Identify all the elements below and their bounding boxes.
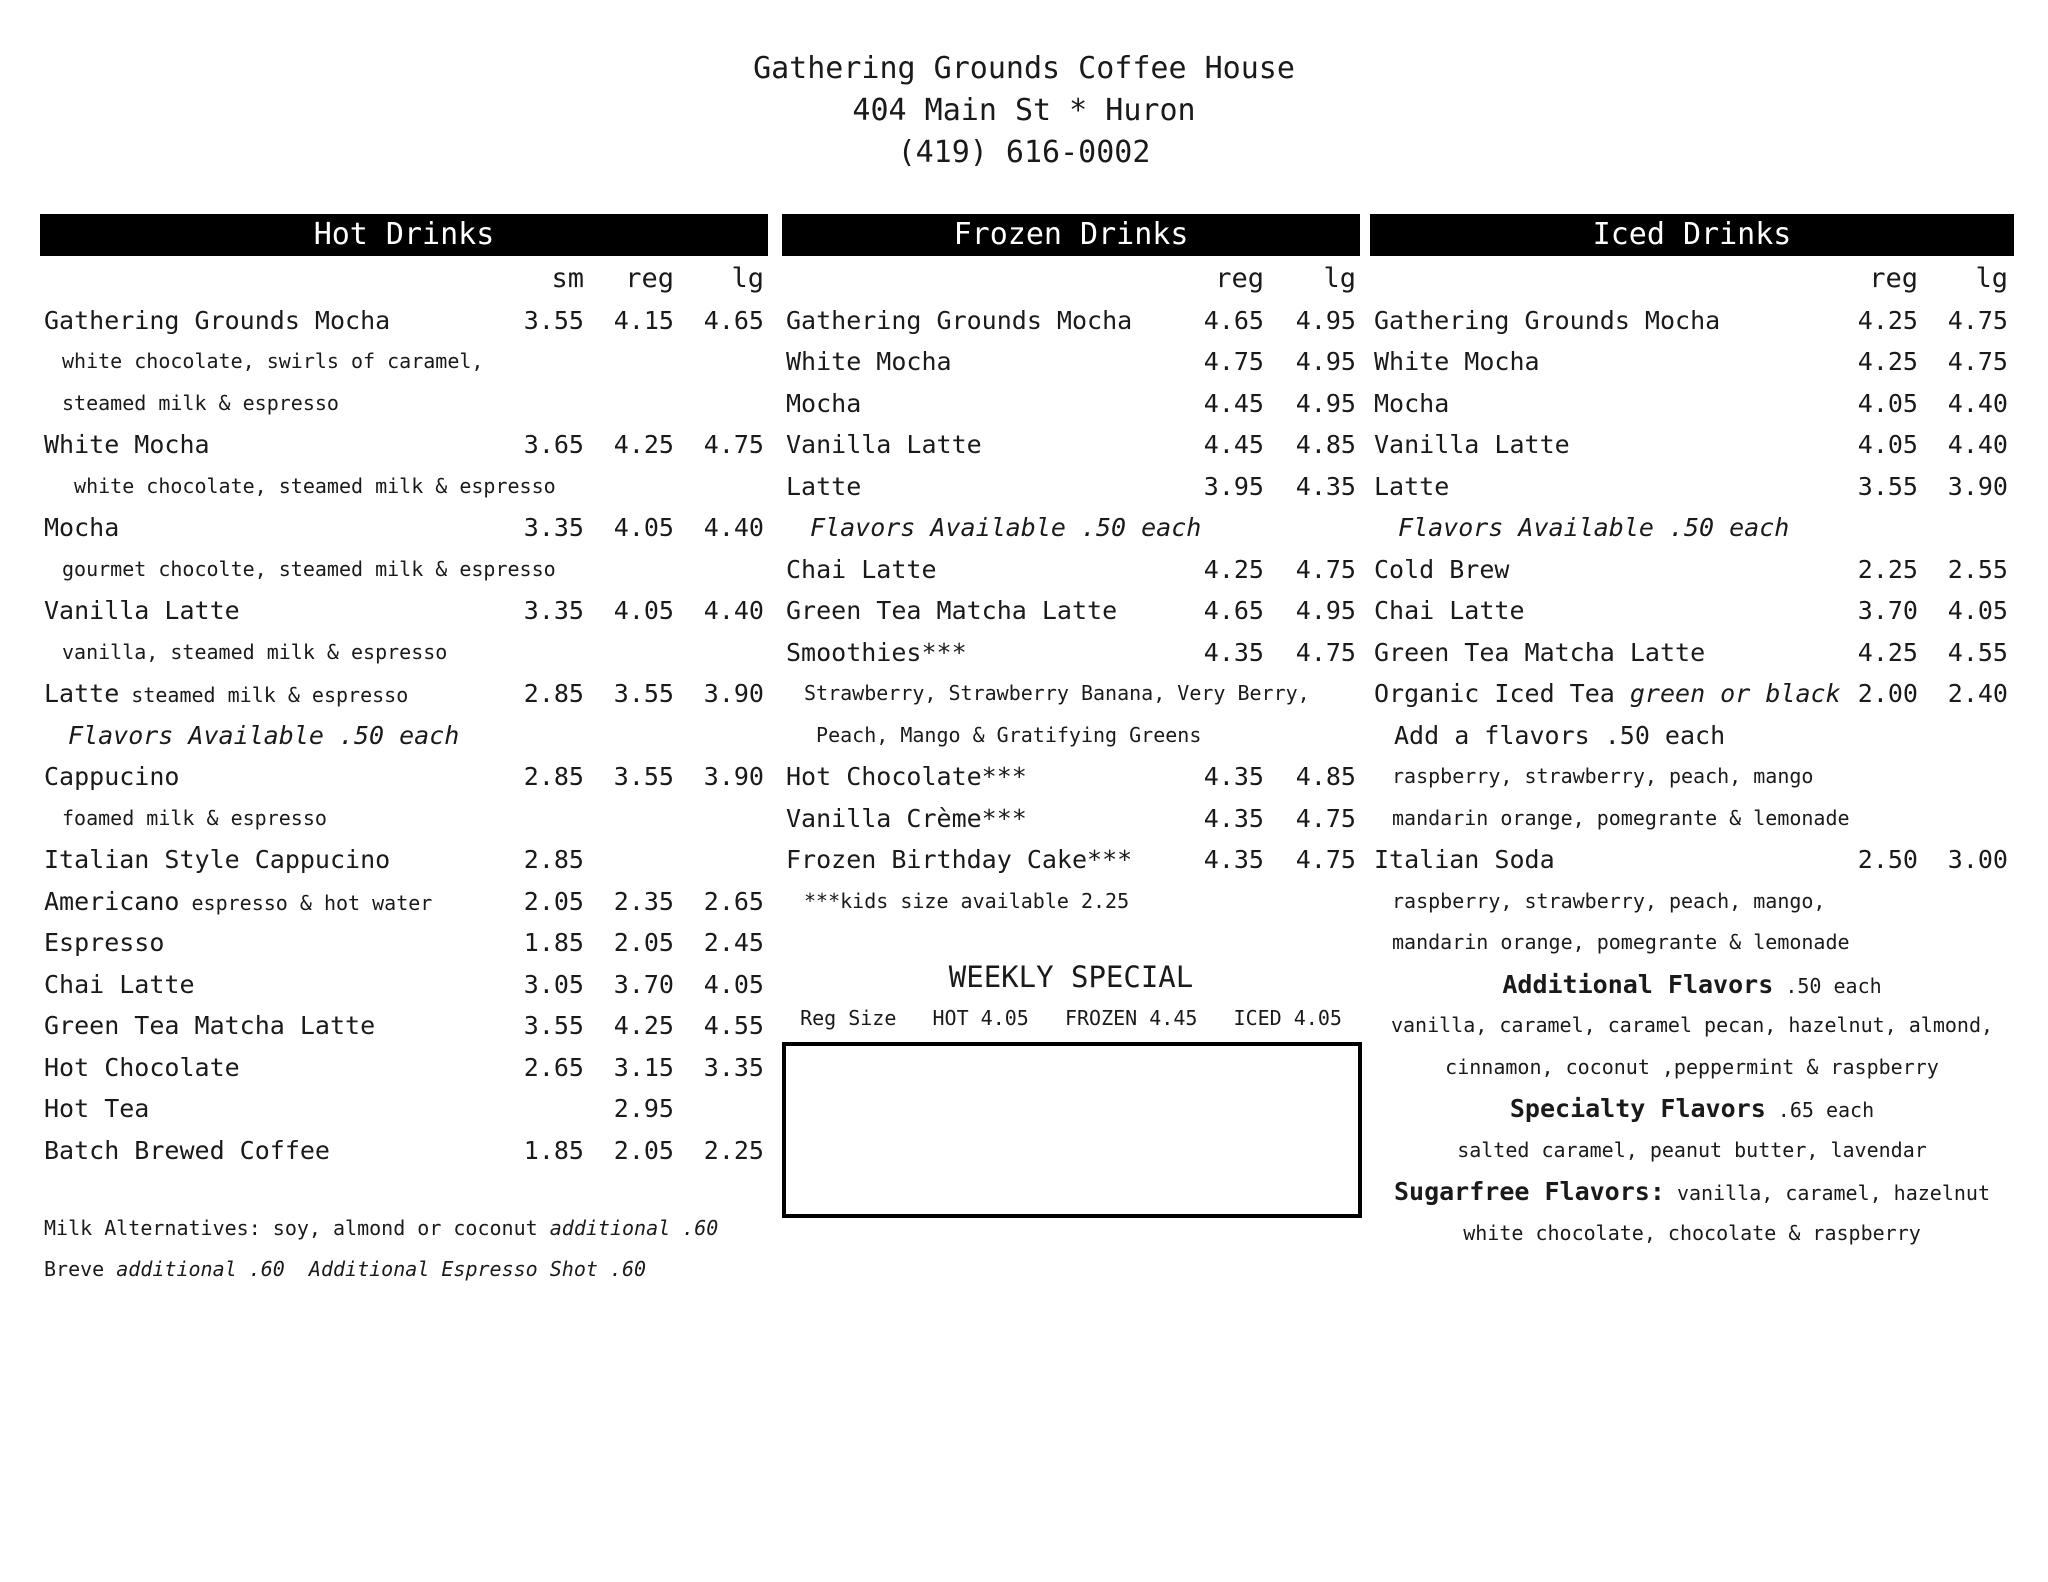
menu-item <box>782 424 1360 466</box>
item-name-text: Hot Chocolate*** <box>786 762 1027 791</box>
item-name-text: Green Tea Matcha Latte <box>44 1011 376 1040</box>
menu-item <box>782 466 1360 508</box>
item-description-row <box>782 715 1360 757</box>
item-name <box>786 756 1027 798</box>
flavors-available-note: Flavors Available .50 each <box>810 513 1202 542</box>
size-header-lg: lg <box>731 263 764 294</box>
hot-drinks-section <box>40 214 768 1171</box>
item-name-text: White Mocha <box>44 430 210 459</box>
menu-item <box>782 383 1360 425</box>
menu-item <box>782 590 1360 632</box>
item-name <box>1374 300 1720 342</box>
menu-item <box>1370 632 2014 674</box>
price-reg: 2.50 <box>1857 845 1918 874</box>
item-description: raspberry, strawberry, peach, mango, <box>1392 888 1826 913</box>
price-reg: 4.35 <box>1203 762 1264 791</box>
menu-item <box>40 424 768 466</box>
item-name-text: Vanilla Latte <box>1374 430 1570 459</box>
item-name <box>786 300 1132 342</box>
item-name <box>1374 383 1449 425</box>
price-reg: 4.25 <box>1857 305 1918 335</box>
menu-item <box>782 839 1360 881</box>
item-description-row <box>40 632 768 674</box>
item-description-row <box>1370 798 2014 840</box>
price-lg: 4.40 <box>703 596 764 625</box>
price-sm: 3.35 <box>523 513 584 542</box>
item-description-row <box>1370 881 2014 923</box>
item-name <box>44 424 210 466</box>
item-name <box>44 964 195 1006</box>
flavors-available-note: Flavors Available .50 each <box>1398 513 1790 542</box>
menu-item <box>40 590 768 632</box>
price-reg: 4.65 <box>1203 305 1264 335</box>
menu-item <box>40 1088 768 1130</box>
item-name-text: White Mocha <box>1374 347 1540 376</box>
price-lg: 4.75 <box>1947 347 2008 376</box>
item-name <box>44 839 390 881</box>
item-name <box>1374 466 1449 508</box>
iced-drinks-title: Iced Drinks <box>1370 214 2014 256</box>
item-name-text: Latte <box>44 679 120 708</box>
price-reg: 4.75 <box>1203 347 1264 376</box>
menu-item <box>782 341 1360 383</box>
item-description: steamed milk & espresso <box>119 683 409 707</box>
shop-address: 404 Main St * Huron <box>852 93 1196 128</box>
size-header-row <box>1370 258 2014 300</box>
item-description: raspberry, strawberry, peach, mango <box>1392 764 1814 788</box>
price-reg: 3.70 <box>1857 596 1918 625</box>
menu-item <box>782 549 1360 591</box>
menu-item <box>782 756 1360 798</box>
price-lg: 4.35 <box>1295 471 1356 501</box>
item-description: Strawberry, Strawberry Banana, Very Berry, <box>804 681 1310 705</box>
flavor-category <box>1370 1171 2014 1216</box>
price-sm: 2.05 <box>523 886 584 916</box>
flavors-available-note: Flavors Available .50 each <box>68 720 460 750</box>
price-reg: 4.25 <box>1203 554 1264 584</box>
item-name <box>44 922 164 964</box>
flavor-category-title: Specialty Flavors <box>1509 1094 1766 1123</box>
price-reg: 4.45 <box>1203 430 1264 459</box>
price-sm: 3.55 <box>523 305 584 335</box>
price-lg: 3.00 <box>1947 845 2008 874</box>
price-lg: 4.75 <box>703 430 764 459</box>
item-description-row <box>1370 756 2014 798</box>
menu-item <box>1370 673 2014 715</box>
item-name-text: Espresso <box>44 928 165 957</box>
price-lg: 4.75 <box>1295 554 1356 584</box>
milk-alternatives-label: Milk Alternatives: soy, almond or coconut <box>44 1216 550 1240</box>
price-reg: 3.55 <box>613 679 674 708</box>
size-header-reg: reg <box>625 263 674 294</box>
price-sm: 2.65 <box>523 1052 584 1082</box>
item-name-text: Vanilla Latte <box>44 596 240 625</box>
iced-drinks-list <box>1370 300 2014 1255</box>
price-lg: 4.95 <box>1295 305 1356 335</box>
item-name <box>1374 424 1570 466</box>
menu-item <box>782 798 1360 840</box>
item-name <box>44 881 432 925</box>
item-name <box>44 1047 240 1089</box>
menu-item <box>1370 300 2014 342</box>
hot-drinks-list <box>40 300 768 1172</box>
shop-phone: (419) 616-0002 <box>897 135 1151 170</box>
item-name-text: Organic Iced Tea <box>1374 679 1615 708</box>
item-name-text: Vanilla Crème*** <box>786 803 1027 833</box>
price-reg: 2.05 <box>613 1135 674 1165</box>
menu-item <box>782 632 1360 674</box>
shop-name: Gathering Grounds Coffee House <box>753 51 1295 86</box>
price-lg: 3.90 <box>703 679 764 708</box>
flavor-list-row <box>1370 1005 2014 1047</box>
item-description: Peach, Mango & Gratifying Greens <box>804 722 1202 747</box>
item-description: espresso & hot water <box>179 890 433 915</box>
item-name <box>786 549 937 591</box>
flavor-category-detail: vanilla, caramel, hazelnut <box>1664 1181 1991 1205</box>
item-description: steamed milk & espresso <box>62 390 339 415</box>
price-lg: 3.90 <box>1947 471 2008 501</box>
frozen-drinks-title: Frozen Drinks <box>782 214 1360 256</box>
flavor-list-row <box>1370 1047 2014 1089</box>
price-sm: 2.85 <box>523 762 584 791</box>
flavor-category-detail: .65 each <box>1765 1098 1875 1122</box>
menu-item <box>40 839 768 881</box>
price-lg: 2.65 <box>703 886 764 916</box>
menu-item <box>40 300 768 342</box>
price-reg: 2.25 <box>1857 554 1918 584</box>
price-lg: 4.05 <box>703 969 764 999</box>
item-name-text: Cold Brew <box>1374 554 1510 584</box>
flavor-list-row <box>1370 1130 2014 1172</box>
menu-item <box>40 507 768 549</box>
milk-alternatives-note <box>44 1208 718 1249</box>
item-name-text: Gathering Grounds Mocha <box>1374 305 1721 335</box>
menu-item <box>40 1047 768 1089</box>
price-lg: 2.25 <box>703 1135 764 1165</box>
price-sm: 3.35 <box>523 596 584 625</box>
item-name <box>1374 673 1841 715</box>
price-sm: 1.85 <box>523 1135 584 1165</box>
weekly-special-title: WEEKLY SPECIAL <box>948 960 1194 994</box>
flavor-category-title: Additional Flavors <box>1502 969 1774 999</box>
item-name-text: Hot Tea <box>44 1094 150 1123</box>
item-description-row <box>40 798 768 840</box>
price-reg: 4.25 <box>613 1011 674 1040</box>
price-reg: 2.35 <box>613 886 674 916</box>
price-reg: 4.05 <box>1857 388 1918 418</box>
flavor-category-row <box>1370 1171 2014 1213</box>
price-reg: 3.55 <box>1857 471 1918 501</box>
flavor-category-row <box>1370 964 2014 1006</box>
item-description: white chocolate, steamed milk & espresso <box>62 473 556 498</box>
price-lg: 4.05 <box>1947 596 2008 625</box>
item-name-text: Chai Latte <box>786 554 937 584</box>
price-reg: 4.05 <box>613 513 674 542</box>
item-description-row <box>40 383 768 425</box>
item-description: white chocolate, swirls of caramel, <box>62 349 484 373</box>
item-name <box>44 507 119 549</box>
item-name <box>44 1005 375 1047</box>
menu-item <box>40 922 768 964</box>
item-name-text: Latte <box>1374 471 1450 501</box>
price-lg: 4.40 <box>703 513 764 542</box>
price-lg: 4.65 <box>703 305 764 335</box>
price-lg: 4.75 <box>1295 845 1356 874</box>
price-reg: 4.05 <box>613 596 674 625</box>
price-reg: 4.25 <box>1857 347 1918 376</box>
item-description: ***kids size available 2.25 <box>804 888 1130 913</box>
item-name <box>44 300 390 342</box>
item-name <box>786 466 861 508</box>
size-header-sm: sm <box>551 263 584 294</box>
menu-item <box>1370 424 2014 466</box>
price-reg: 4.45 <box>1203 388 1264 418</box>
price-reg: 3.15 <box>613 1052 674 1082</box>
price-lg: 2.55 <box>1947 554 2008 584</box>
item-name <box>786 632 967 674</box>
menu-item <box>1370 839 2014 881</box>
menu-item <box>40 881 768 923</box>
menu-item <box>40 964 768 1006</box>
menu-item <box>40 756 768 798</box>
item-description: vanilla, steamed milk & espresso <box>62 639 448 664</box>
price-sm: 3.55 <box>523 1011 584 1040</box>
item-description: foamed milk & espresso <box>62 805 327 830</box>
item-name <box>786 839 1132 881</box>
price-reg: 4.35 <box>1203 803 1264 833</box>
iced-drinks-section <box>1370 214 2014 1254</box>
item-name <box>1374 590 1525 632</box>
item-name-text: Mocha <box>786 388 862 418</box>
menu-item <box>1370 383 2014 425</box>
add-flavor-note: Add a flavors .50 each <box>1394 720 1726 750</box>
weekly-special-box <box>782 1042 1362 1218</box>
item-name-text: Gathering Grounds Mocha <box>786 305 1133 335</box>
price-sm: 3.65 <box>523 430 584 459</box>
item-name-text: Italian Style Cappucino <box>44 845 391 874</box>
price-lg: 3.90 <box>703 762 764 791</box>
item-name <box>44 673 408 717</box>
item-name-text: White Mocha <box>786 347 952 376</box>
item-description: gourmet chocolte, steamed milk & espresso <box>62 556 556 581</box>
item-name-text: Green Tea Matcha Latte <box>1374 637 1706 667</box>
breve-label: Breve <box>44 1257 117 1281</box>
price-lg: 3.35 <box>703 1052 764 1082</box>
item-name-text: Latte <box>786 471 862 501</box>
price-lg: 4.55 <box>1947 637 2008 667</box>
price-reg: 4.65 <box>1203 596 1264 625</box>
menu-item <box>782 300 1360 342</box>
item-name-text: Mocha <box>1374 388 1450 418</box>
item-name-text: Vanilla Latte <box>786 430 982 459</box>
price-reg: 4.05 <box>1857 430 1918 459</box>
size-header-lg: lg <box>1975 263 2008 294</box>
flavors-note-row <box>782 507 1360 549</box>
price-lg: 4.75 <box>1295 803 1356 833</box>
item-name <box>44 756 179 798</box>
item-name-text: Italian Soda <box>1374 845 1555 874</box>
item-name-text: Gathering Grounds Mocha <box>44 305 391 335</box>
menu-item <box>1370 549 2014 591</box>
item-description-row <box>40 466 768 508</box>
price-sm: 1.85 <box>523 928 584 957</box>
item-description-row <box>782 673 1360 715</box>
flavor-list: vanilla, caramel, caramel pecan, hazelnut, almond, <box>1390 1013 1994 1037</box>
menu-item <box>1370 590 2014 632</box>
size-header-reg: reg <box>1215 263 1264 294</box>
item-name <box>786 341 952 383</box>
flavor-category <box>1370 964 2014 1009</box>
weekly-special-prices: Reg Size HOT 4.05 FROZEN 4.45 ICED 4.05 <box>800 1006 1342 1030</box>
price-lg: 4.85 <box>1295 762 1356 791</box>
item-name-text: Mocha <box>44 513 120 542</box>
price-sm: 2.85 <box>523 679 584 708</box>
item-name <box>786 424 982 466</box>
item-description-row <box>40 549 768 591</box>
item-name <box>44 1088 149 1130</box>
price-reg: 4.25 <box>1857 637 1918 667</box>
price-lg: 4.40 <box>1947 388 2008 418</box>
item-name-text: Green Tea Matcha Latte <box>786 596 1118 625</box>
price-reg: 2.05 <box>613 928 674 957</box>
item-name <box>786 383 861 425</box>
item-description: mandarin orange, pomegrante & lemonade <box>1392 930 1850 954</box>
item-name <box>786 590 1117 632</box>
item-name <box>1374 549 1509 591</box>
price-reg: 4.25 <box>613 430 674 459</box>
price-lg: 4.95 <box>1295 388 1356 418</box>
item-name <box>786 798 1027 840</box>
item-name <box>44 1130 330 1172</box>
price-reg: 4.35 <box>1203 637 1264 667</box>
price-lg: 4.55 <box>703 1011 764 1040</box>
price-lg: 4.95 <box>1295 596 1356 625</box>
flavor-category <box>1370 1088 2014 1133</box>
price-reg: 2.95 <box>613 1094 674 1123</box>
item-name <box>1374 632 1705 674</box>
item-name-text: Smoothies*** <box>786 637 967 667</box>
flavor-list-row <box>1370 1213 2014 1255</box>
size-header-row <box>782 258 1360 300</box>
item-description: mandarin orange, pomegrante & lemonade <box>1392 805 1850 830</box>
breve-price: additional .60 <box>116 1257 285 1281</box>
espresso-shot-price: Additional Espresso Shot .60 <box>284 1257 647 1281</box>
item-name-text: Frozen Birthday Cake*** <box>786 845 1133 874</box>
flavors-note-row <box>1370 507 2014 549</box>
size-header-reg: reg <box>1869 263 1918 294</box>
item-description-row <box>782 881 1360 923</box>
frozen-drinks-list <box>782 300 1360 923</box>
flavor-list: salted caramel, peanut butter, lavendar <box>1457 1137 1927 1162</box>
price-lg: 4.40 <box>1947 430 2008 459</box>
price-lg: 2.45 <box>703 928 764 957</box>
breve-note <box>44 1249 646 1290</box>
price-lg: 4.85 <box>1295 430 1356 459</box>
item-name <box>44 590 240 632</box>
item-name-text: Chai Latte <box>44 969 195 999</box>
item-description-row <box>40 341 768 383</box>
price-reg: 4.35 <box>1203 845 1264 874</box>
flavor-list: white chocolate, chocolate & raspberry <box>1463 1220 1921 1245</box>
item-name-text: Americano <box>44 886 180 916</box>
frozen-drinks-section <box>782 214 1360 922</box>
menu-item <box>40 673 768 715</box>
price-sm: 3.05 <box>523 969 584 999</box>
flavor-category-title: Sugarfree Flavors: <box>1393 1177 1665 1206</box>
price-reg: 3.70 <box>613 969 674 999</box>
item-name <box>1374 839 1555 881</box>
size-header-lg: lg <box>1323 263 1356 294</box>
flavors-note-row <box>40 715 768 757</box>
item-name-text: Chai Latte <box>1374 596 1525 625</box>
menu-item <box>1370 466 2014 508</box>
add-flavor-row <box>1370 715 2014 757</box>
item-variant: green or black <box>1614 679 1841 708</box>
size-header-row <box>40 258 768 300</box>
menu-item <box>40 1130 768 1172</box>
flavor-list: cinnamon, coconut ,peppermint & raspberry <box>1445 1054 1939 1079</box>
menu-header <box>0 48 2048 174</box>
price-lg: 2.40 <box>1947 679 2008 708</box>
item-name <box>1374 341 1540 383</box>
hot-drinks-title: Hot Drinks <box>40 214 768 256</box>
price-reg: 2.00 <box>1857 679 1918 708</box>
item-name-text: Hot Chocolate <box>44 1052 240 1082</box>
item-name-text: Cappucino <box>44 762 180 791</box>
price-lg: 4.95 <box>1295 347 1356 376</box>
item-description-row <box>1370 922 2014 964</box>
price-reg: 4.15 <box>613 305 674 335</box>
milk-alternatives-price: additional .60 <box>549 1216 719 1240</box>
flavor-category-detail: .50 each <box>1773 973 1882 998</box>
flavor-category-row <box>1370 1088 2014 1130</box>
menu-item <box>1370 341 2014 383</box>
price-lg: 4.75 <box>1947 305 2008 335</box>
price-reg: 3.55 <box>613 762 674 791</box>
price-sm: 2.85 <box>523 845 584 874</box>
price-lg: 4.75 <box>1295 637 1356 667</box>
item-name-text: Batch Brewed Coffee <box>44 1135 330 1165</box>
menu-item <box>40 1005 768 1047</box>
price-reg: 3.95 <box>1203 471 1264 501</box>
